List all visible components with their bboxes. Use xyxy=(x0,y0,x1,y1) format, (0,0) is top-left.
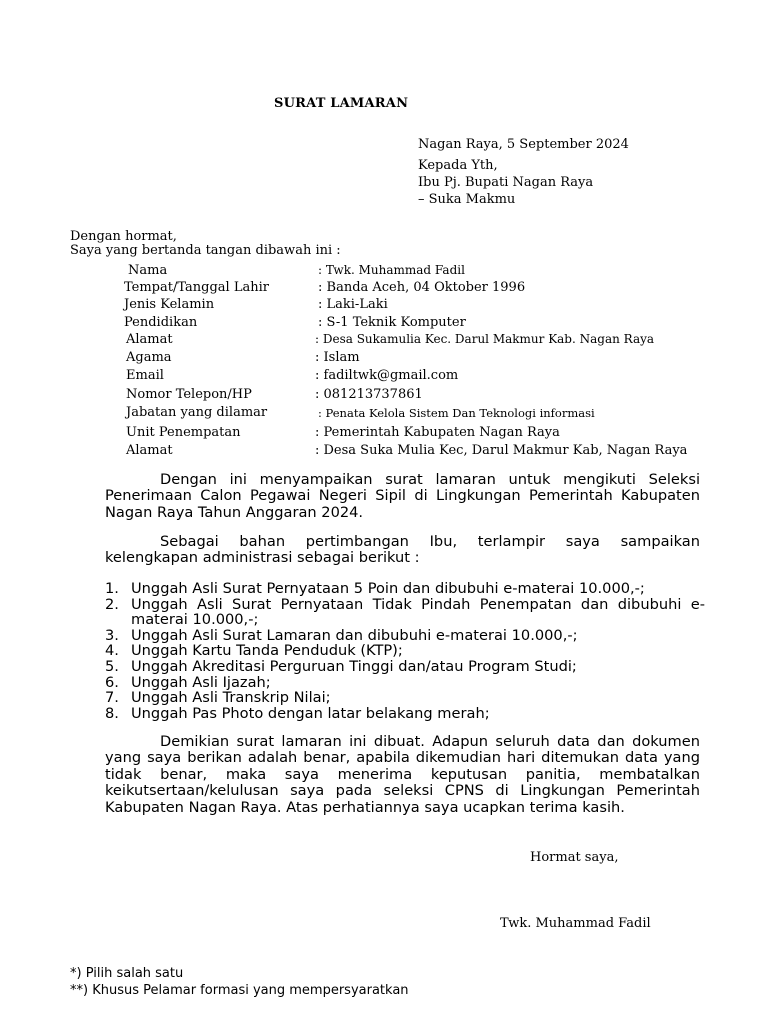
field-value-ttl: : Banda Aceh, 04 Oktober 1996 xyxy=(318,280,526,295)
field-value-nama: : Twk. Muhammad Fadil xyxy=(318,263,465,277)
field-value-pendidikan: : S-1 Teknik Komputer xyxy=(318,315,466,330)
recipient-line-3: – Suka Makmu xyxy=(418,192,516,207)
field-value-unit: : Pemerintah Kabupaten Nagan Raya xyxy=(315,425,560,440)
field-label-jabatan: Jabatan yang dilamar xyxy=(126,405,268,420)
requirements-list xyxy=(105,581,705,721)
field-value-alamat: : Desa Sukamulia Kec. Darul Makmur Kab. Nagan Raya xyxy=(315,332,655,346)
field-label-ttl: Tempat/Tanggal Lahir xyxy=(124,280,269,295)
list-item: 7. Unggah Asli Transkrip Nilai; xyxy=(105,689,331,707)
intro-line: Saya yang bertanda tangan dibawah ini : xyxy=(70,243,341,258)
field-value-agama: : Islam xyxy=(315,350,360,365)
field-label-pendidikan: Pendidikan xyxy=(124,315,198,330)
place-date: Nagan Raya, 5 September 2024 xyxy=(418,137,629,152)
field-label-alamat: Alamat xyxy=(126,332,173,347)
closing-salutation: Hormat saya, xyxy=(530,850,619,865)
list-item: 4. Unggah Kartu Tanda Penduduk (KTP); xyxy=(105,642,403,660)
paragraph-closing: Demikian surat lamaran ini dibuat. Adapun seluruh data dan dokumen yang saya berikan adalah benar, apabila dikemudian hari ditemukan data yang tidak benar, maka saya menerima keputusan panitia, membatalkan keikutsertaan/kelulusan saya pada seleksi CPNS di Lingkungan Pemerintah Kabupaten Nagan Raya. Atas perhatiannya saya ucapkan terima kasih. xyxy=(105,733,700,816)
letter-title: SURAT LAMARAN xyxy=(274,96,409,111)
field-label-telepon: Nomor Telepon/HP xyxy=(126,387,252,402)
paragraph-attachments-intro: Sebagai bahan pertimbangan Ibu, terlampir saya sampaikan kelengkapan administrasi sebagai berikut : xyxy=(105,533,700,567)
field-value-alamat-2: : Desa Suka Mulia Kec, Darul Makmur Kab, Nagan Raya xyxy=(315,443,688,458)
footnote-2: **) Khusus Pelamar formasi yang mempersyaratkan xyxy=(70,983,409,998)
field-value-jenis-kelamin: : Laki-Laki xyxy=(318,297,388,312)
field-value-email: : fadiltwk@gmail.com xyxy=(315,368,459,383)
field-label-jenis-kelamin: Jenis Kelamin xyxy=(124,297,215,312)
greeting: Dengan hormat, xyxy=(70,229,177,244)
field-label-alamat-2: Alamat xyxy=(126,443,173,458)
field-value-telepon: : 081213737861 xyxy=(315,387,423,402)
recipient-block xyxy=(418,157,593,208)
field-value-jabatan: : Penata Kelola Sistem Dan Teknologi informasi xyxy=(318,406,595,420)
list-item: 3. Unggah Asli Surat Lamaran dan dibubuhi e-materai 10.000,-; xyxy=(105,626,578,644)
list-item: 8. Unggah Pas Photo dengan latar belakang merah; xyxy=(105,704,490,722)
field-label-nama: Nama xyxy=(128,263,168,278)
list-item: 2. Unggah Asli Surat Pernyataan Tidak Pindah Penempatan dan dibubuhi e-materai 10.000,-; xyxy=(105,595,705,629)
list-item: 6. Unggah Asli Ijazah; xyxy=(105,673,271,691)
recipient-line-2: Ibu Pj. Bupati Nagan Raya xyxy=(418,175,594,190)
field-label-email: Email xyxy=(126,368,164,383)
paragraph-opening: Dengan ini menyampaikan surat lamaran untuk mengikuti Seleksi Penerimaan Calon Pegawai Negeri Sipil di Lingkungan Pemerintah Kabupaten Nagan Raya Tahun Anggaran 2024. xyxy=(105,471,700,521)
field-label-agama: Agama xyxy=(126,350,172,365)
field-label-unit: Unit Penempatan xyxy=(126,425,241,440)
recipient-line-1: Kepada Yth, xyxy=(418,158,498,173)
signer-name: Twk. Muhammad Fadil xyxy=(500,916,651,931)
list-item: 1. Unggah Asli Surat Pernyataan 5 Poin dan dibubuhi e-materai 10.000,-; xyxy=(105,580,645,597)
footnote-1: *) Pilih salah satu xyxy=(70,966,184,981)
list-item: 5. Unggah Akreditasi Perguruan Tinggi dan/atau Program Studi; xyxy=(105,657,577,675)
